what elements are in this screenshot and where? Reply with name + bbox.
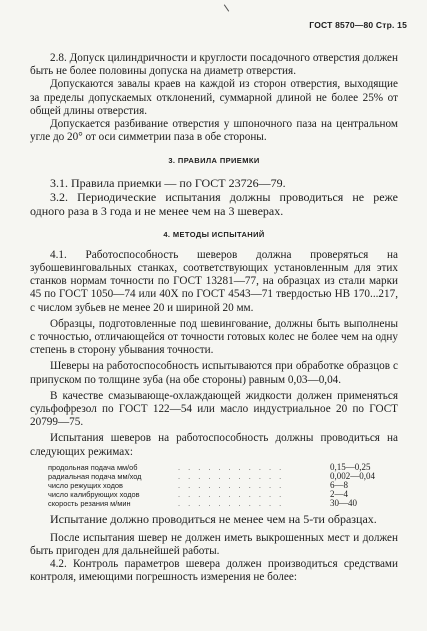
page-header: ГОСТ 8570—80 Стр. 15 [309, 20, 407, 30]
mode-value: 6—8 [330, 479, 348, 490]
paragraph-edge-allowance: Допускаются завалы краев на каждой из сторон отверстия, выходящие за пределы допускаемых отклонений, суммарной длиной не более 25% от общей длины отверстия. [30, 78, 398, 117]
mode-label: число режущих ходов [48, 480, 123, 490]
leader-dots: . . . . . . . . . . . [178, 489, 285, 499]
leader-dots: . . . . . . . . . . . [178, 480, 285, 490]
paragraph-4-2: 4.2. Контроль параметров шевера должен производиться средствами контроля, имеющими погрешность измерения не более: [30, 558, 398, 584]
leader-dots: . . . . . . . . . . . [178, 498, 285, 508]
mode-value: 2—4 [330, 488, 348, 499]
test-modes-list [30, 463, 398, 508]
mode-label: число калибрующих ходов [48, 489, 140, 499]
leader-dots: . . . . . . . . . . . [178, 462, 285, 472]
paragraph-3-1: 3.1. Правила приемки — по ГОСТ 23726—79. [50, 175, 286, 190]
section-title-acceptance: 3. ПРАВИЛА ПРИЕМКИ [168, 156, 260, 166]
mode-value: 30—40 [330, 497, 357, 508]
paragraph-3-2: 3.2. Периодические испытания должны проводиться не реже одного раза в 3 года и не менее чем на 3 шеверах. [30, 189, 398, 218]
leader-dots: . . . . . . . . . . . [178, 471, 285, 481]
paragraph-samples: Образцы, подготовленные под шевингование, должны быть выполнены с точностью, отличающейся от точности готовых колес не более чем на одну степень в сторону убывания точности. [30, 317, 398, 357]
paragraph-2-8: 2.8. Допуск цилиндричности и круглости посадочного отверстия должен быть не более половины допуска на диаметр отверстия. [30, 52, 398, 78]
mode-label: радиальная подача мм/ход [48, 471, 142, 481]
paragraph-coolant: В качестве смазывающе-охлаждающей жидкости должен применяться сульфофрезол по ГОСТ 122—54 или масло индустриальное 20 по ГОСТ 20799—75. [30, 389, 398, 429]
scan-mark [224, 4, 229, 11]
mode-label: скорость резания м/мин [48, 498, 131, 508]
paragraph-keyway-allowance: Допускается разбивание отверстия у шпоночного паза на центральном угле до 20° от оси симметрии паза в обе стороны. [30, 118, 398, 144]
paragraph-modes-intro: Испытания шеверов на работоспособность должны проводиться на следующих режимах: [30, 432, 398, 458]
paragraph-allowance: Шеверы на работоспособность испытываются при обработке образцов с припуском по толщине зуба (на обе стороны) равным 0,03—0,04. [30, 360, 398, 386]
paragraph-4-1: 4.1. Работоспособность шеверов должна проверяться на зубошевинговальных станках, соответствующих установленным для этих станков нормам точности по ГОСТ 13281—77, на образцах из стали марки 45 по ГОСТ 1050—74 или 40Х по ГОСТ 4543—71 твердостью НВ 170...217, с числом зубьев не менее 20 и шириной 20 мм. [30, 248, 398, 314]
document-body [30, 52, 398, 585]
mode-value: 0,15—0,25 [330, 461, 371, 472]
paragraph-after-test: После испытания шевер не должен иметь выкрошенных мест и должен быть пригоден для дальнейшей работы. [30, 531, 398, 558]
mode-row [30, 499, 398, 508]
mode-value: 0,002—0,04 [330, 470, 375, 481]
section-title-test-methods: 4. МЕТОДЫ ИСПЫТАНИЙ [163, 229, 265, 239]
mode-label: продольная подача мм/об [48, 462, 138, 472]
paragraph-sample-count: Испытание должно проводиться не менее чем на 5-ти образцах. [50, 511, 377, 526]
